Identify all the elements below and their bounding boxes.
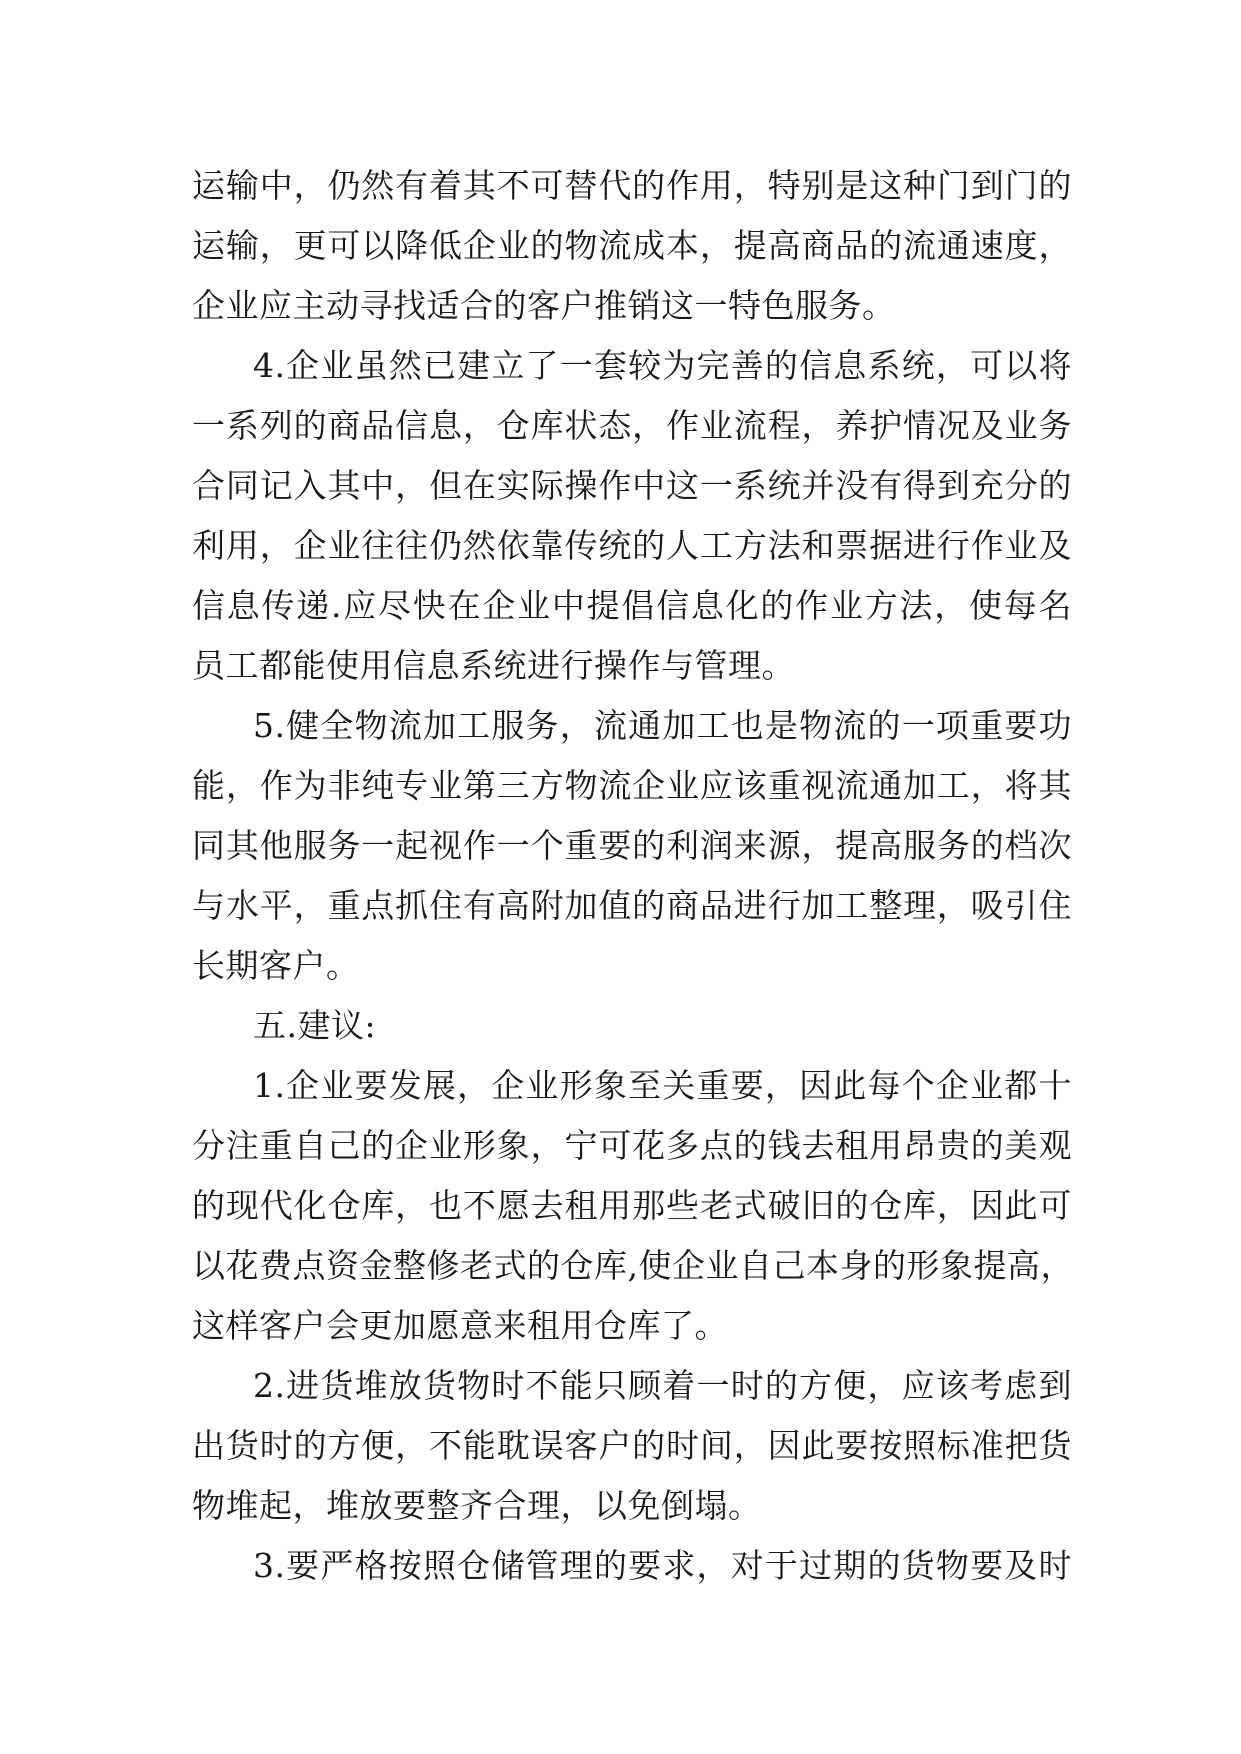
text-line: 分注重自己的企业形象，宁可花多点的钱去租用昂贵的美观	[192, 1126, 1072, 1165]
text-line: 能，作为非纯专业第三方物流企业应该重视流通加工，将其	[192, 766, 1072, 805]
text-line: 合同记入其中，但在实际操作中这一系统并没有得到充分的	[192, 466, 1072, 505]
paragraph-start-line: 1.企业要发展，企业形象至关重要，因此每个企业都十	[253, 1066, 1072, 1105]
document-body	[192, 156, 1072, 1596]
text-line: 以花费点资金整修老式的仓库,使企业自己本身的形象提高，	[192, 1246, 1074, 1285]
paragraph-start-line: 2.进货堆放货物时不能只顾着一时的方便，应该考虑到	[253, 1366, 1072, 1405]
text-line: 与水平，重点抓住有高附加值的商品进行加工整理，吸引住	[192, 886, 1072, 925]
text-line: 出货时的方便，不能耽误客户的时间，因此要按照标准把货	[192, 1426, 1072, 1465]
text-line: 物堆起，堆放要整齐合理，以免倒塌。	[192, 1486, 762, 1525]
text-line: 同其他服务一起视作一个重要的利润来源，提高服务的档次	[192, 826, 1072, 865]
text-line: 员工都能使用信息系统进行操作与管理。	[192, 646, 795, 685]
text-line: 运输中，仍然有着其不可替代的作用，特别是这种门到门的	[192, 166, 1072, 205]
text-line: 企业应主动寻找适合的客户推销这一特色服务。	[192, 286, 896, 325]
text-line: 这样客户会更加愿意来租用仓库了。	[192, 1306, 728, 1345]
text-line: 一系列的商品信息，仓库状态，作业流程，养护情况及业务	[192, 406, 1072, 445]
paragraph-start-line: 3.要严格按照仓储管理的要求，对于过期的货物要及时	[253, 1546, 1072, 1585]
paragraph-start-line: 5.健全物流加工服务，流通加工也是物流的一项重要功	[253, 706, 1072, 745]
text-line: 信息传递.应尽快在企业中提倡信息化的作业方法，使每名	[192, 586, 1072, 625]
section-heading: 五.建议:	[253, 1006, 377, 1045]
text-line: 运输，更可以降低企业的物流成本，提高商品的流通速度，	[192, 226, 1072, 265]
text-line: 长期客户。	[192, 946, 360, 985]
text-line: 利用，企业往往仍然依靠传统的人工方法和票据进行作业及	[192, 526, 1072, 565]
paragraph-start-line: 4.企业虽然已建立了一套较为完善的信息系统，可以将	[253, 346, 1072, 385]
text-line: 的现代化仓库，也不愿去租用那些老式破旧的仓库，因此可	[192, 1186, 1072, 1225]
